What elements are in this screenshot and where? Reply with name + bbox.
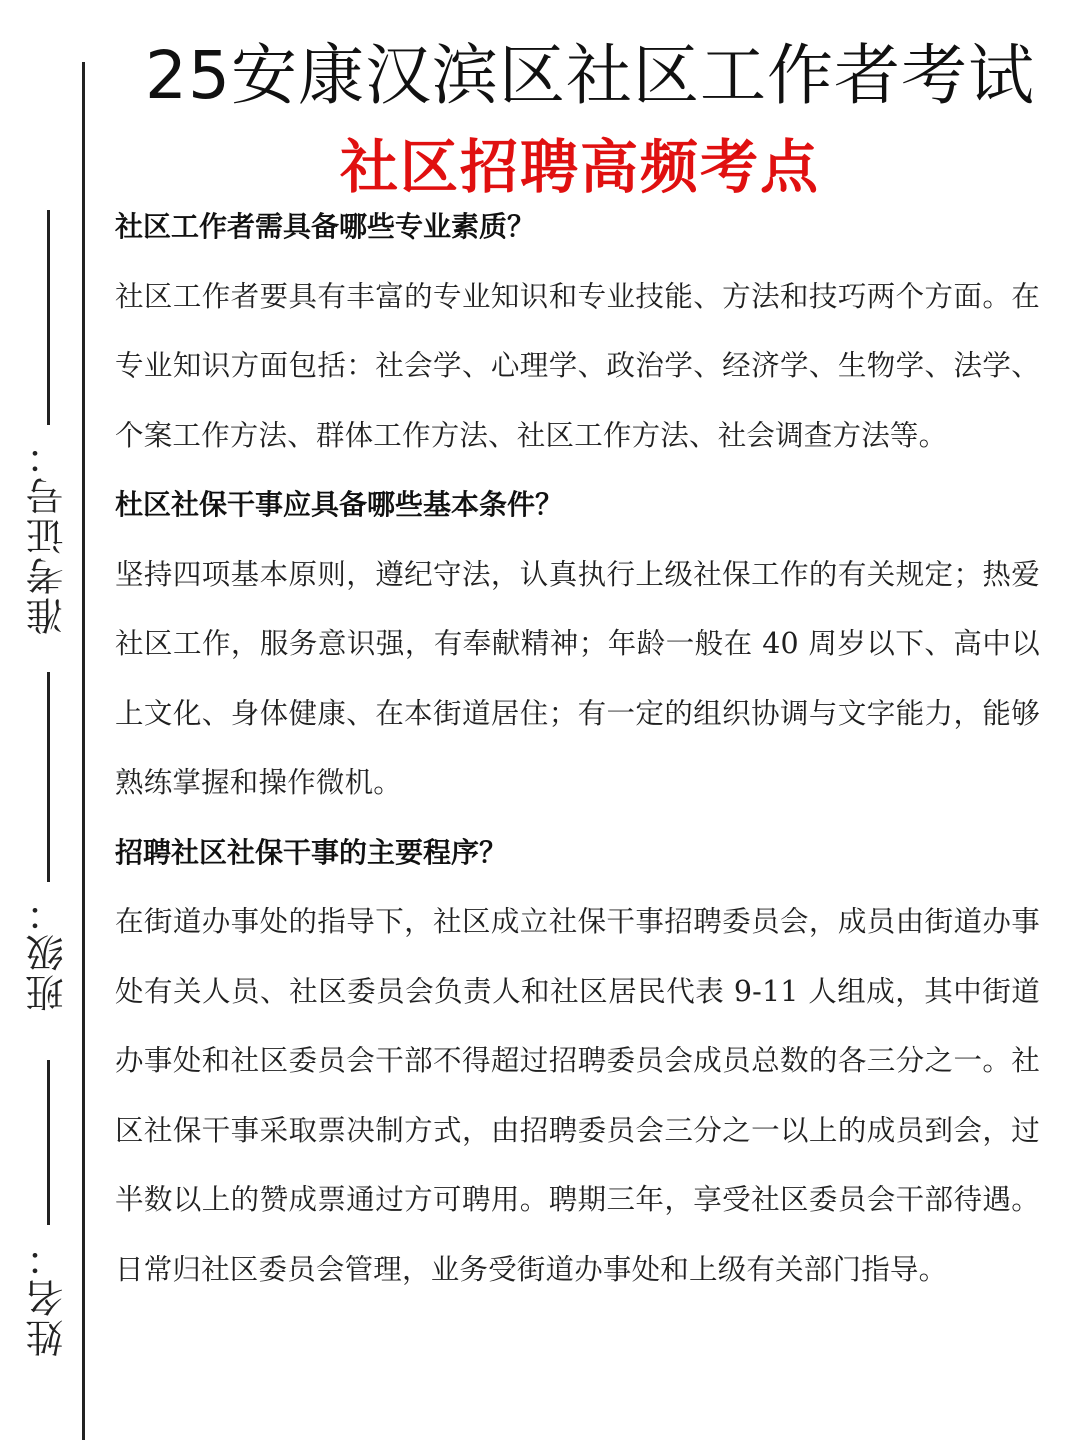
class-field	[18, 672, 78, 1012]
name-label: 姓名：	[26, 1237, 70, 1357]
qa-section-3	[115, 818, 1040, 1305]
exam-id-field	[18, 210, 78, 635]
content-body	[115, 192, 1040, 1304]
answer-3: 在街道办事处的指导下，社区成立社保干事招聘委员会，成员由街道办事处有关人员、社区委员会负责人和社区居民代表 9-11 人组成，其中街道办事处和社区委员会干部不得超过招聘委员会成员总数的各三分之一。社区社保干事采取票决制方式，由招聘委员会三分之一以上的成员到会，过半数以上的赞成票通过方可聘用。聘期三年，享受社区委员会干部待遇。日常归社区委员会管理，业务受街道办事处和上级有关部门指导。	[115, 905, 1040, 1286]
question-1: 社区工作者需具备哪些专业素质？	[115, 210, 536, 243]
class-label: 班级：	[26, 892, 70, 1012]
answer-1: 社区工作者要具有丰富的专业知识和专业技能、方法和技巧两个方面。在专业知识方面包括：社会学、心理学、政治学、经济学、生物学、法学、个案工作方法、群体工作方法、社区工作方法、社会调查方法等。	[115, 279, 1040, 452]
binding-margin	[0, 0, 100, 1440]
class-blank	[47, 672, 50, 882]
name-field	[18, 1060, 78, 1357]
qa-section-2	[115, 470, 1040, 818]
binding-line	[82, 62, 85, 1440]
page-title: 25安康汉滨区社区工作者考试	[145, 37, 1035, 114]
question-3: 招聘社区社保干事的主要程序？	[115, 835, 508, 869]
page-subtitle: 社区招聘高频考点	[339, 133, 820, 201]
exam-id-label: 准考证号：	[26, 435, 70, 635]
qa-section-1	[115, 192, 1040, 470]
answer-2: 坚持四项基本原则，遵纪守法，认真执行上级社保工作的有关规定；热爱社区工作，服务意识强，有奉献精神；年龄一般在 40 周岁以下、高中以上文化、身体健康、在本街道居住；有一定的组织协调与文字能力，能够熟练掌握和操作微机。	[115, 557, 1040, 799]
question-2: 杜区社保干事应具备哪些基本条件？	[115, 488, 564, 521]
name-blank	[47, 1060, 50, 1225]
exam-id-blank	[47, 210, 50, 425]
